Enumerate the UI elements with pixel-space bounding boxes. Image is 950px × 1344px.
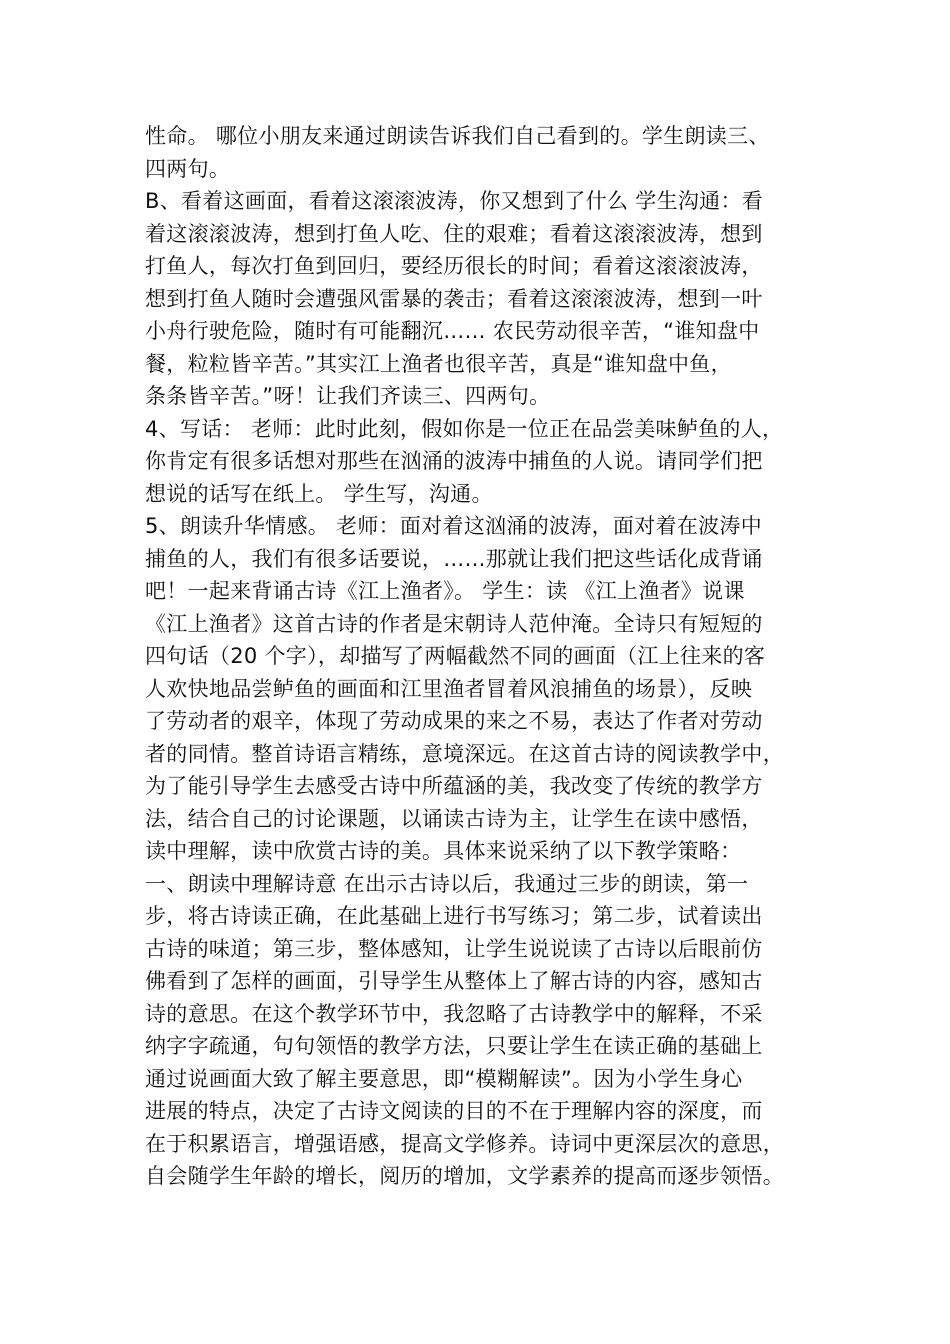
text-line: 想说的话写在纸上。 学生写，沟通。	[145, 481, 493, 506]
text-line: 人欢快地品尝鲈鱼的画面和江里渔者冒着风浪捕鱼的场景），反映	[145, 676, 753, 701]
text-line: 条条皆辛苦。”呀！让我们齐读三、四两句。	[145, 384, 551, 408]
text-line: 读中理解，读中欣赏古诗的美。具体来说采纳了以下教学策略：	[145, 839, 742, 863]
text-line: 你肯定有很多话想对那些在汹涌的波涛中捕鱼的人说。请同学们把	[145, 449, 763, 473]
text-line: 着这滚滚波涛，想到打鱼人吃、住的艰难；看着这滚滚波涛，想到	[145, 221, 763, 246]
text-line: 四两句。	[145, 156, 231, 181]
text-line: 进展的特点，决定了古诗文阅读的目的不在于理解内容的深度，而	[145, 1099, 763, 1123]
text-line: 自会随学生年龄的增长，阅历的增加，文学素养的提高而逐步领悟。	[145, 1164, 784, 1188]
document-body	[145, 120, 825, 1193]
text-line: 了劳动者的艰辛，体现了劳动成果的来之不易，表达了作者对劳动	[145, 709, 763, 733]
text-line: 一、朗读中理解诗意 在出示古诗以后，我通过三步的朗读，第一	[145, 871, 749, 896]
text-line: 古诗的味道；第三步，整体感知，让学生说说读了古诗以后眼前仿	[145, 936, 763, 961]
text-line: 4、写话： 老师：此时此刻，假如你是一位正在品尝美味鲈鱼的人，	[145, 416, 784, 441]
text-line: 吧！一起来背诵古诗《江上渔者》。 学生：读 《江上渔者》说课	[145, 579, 745, 603]
text-line: 《江上渔者》这首古诗的作者是宋朝诗人范仲淹。全诗只有短短的	[145, 611, 763, 636]
text-line: 性命。 哪位小朋友来通过朗读告诉我们自己看到的。学生朗读三、	[145, 124, 770, 148]
text-line: 为了能引导学生去感受古诗中所蕴涵的美，我改变了传统的教学方	[145, 774, 763, 798]
text-line: 纳字字疏通，句句领悟的教学方法，只要让学生在读正确的基础上	[145, 1034, 763, 1058]
text-line: 步，将古诗读正确，在此基础上进行书写练习；第二步，试着读出	[145, 904, 763, 928]
text-line: 5、朗读升华情感。 老师：面对着这汹涌的波涛，面对着在波涛中	[145, 514, 763, 538]
text-line: 在于积累语言，增强语感，提高文学修养。诗词中更深层次的意思，	[145, 1131, 784, 1156]
text-line: B、看着这画面，看着这滚滚波涛，你又想到了什么 学生沟通：看	[145, 189, 764, 213]
text-line: 者的同情。整首诗语言精练，意境深远。在这首古诗的阅读教学中，	[145, 741, 784, 766]
text-line: 佛看到了怎样的画面，引导学生从整体上了解古诗的内容，感知古	[145, 969, 763, 993]
text-line: 打鱼人，每次打鱼到回归，要经历很长的时间；看着这滚滚波涛，	[145, 254, 763, 278]
text-line: 捕鱼的人，我们有很多话要说，……那就让我们把这些话化成背诵	[145, 546, 763, 571]
text-line: 诗的意思。在这个教学环节中，我忽略了古诗教学中的解释，不采	[145, 1001, 763, 1026]
text-line: 餐，粒粒皆辛苦。”其实江上渔者也很辛苦，真是“谁知盘中鱼，	[145, 351, 732, 376]
text-line: 通过说画面大致了解主要意思，即“模糊解读”。因为小学生身心	[145, 1066, 743, 1091]
text-line: 想到打鱼人随时会遭强风雷暴的袭击；看着这滚滚波涛，想到一叶	[145, 286, 763, 311]
text-line: 法，结合自己的讨论课题，以诵读古诗为主，让学生在读中感悟，	[145, 806, 763, 831]
text-line: 四句话（20 个字），却描写了两幅截然不同的画面（江上往来的客	[145, 644, 766, 668]
text-line: 小舟行驶危险，随时有可能翻沉…… 农民劳动很辛苦，“谁知盘中	[145, 319, 760, 343]
